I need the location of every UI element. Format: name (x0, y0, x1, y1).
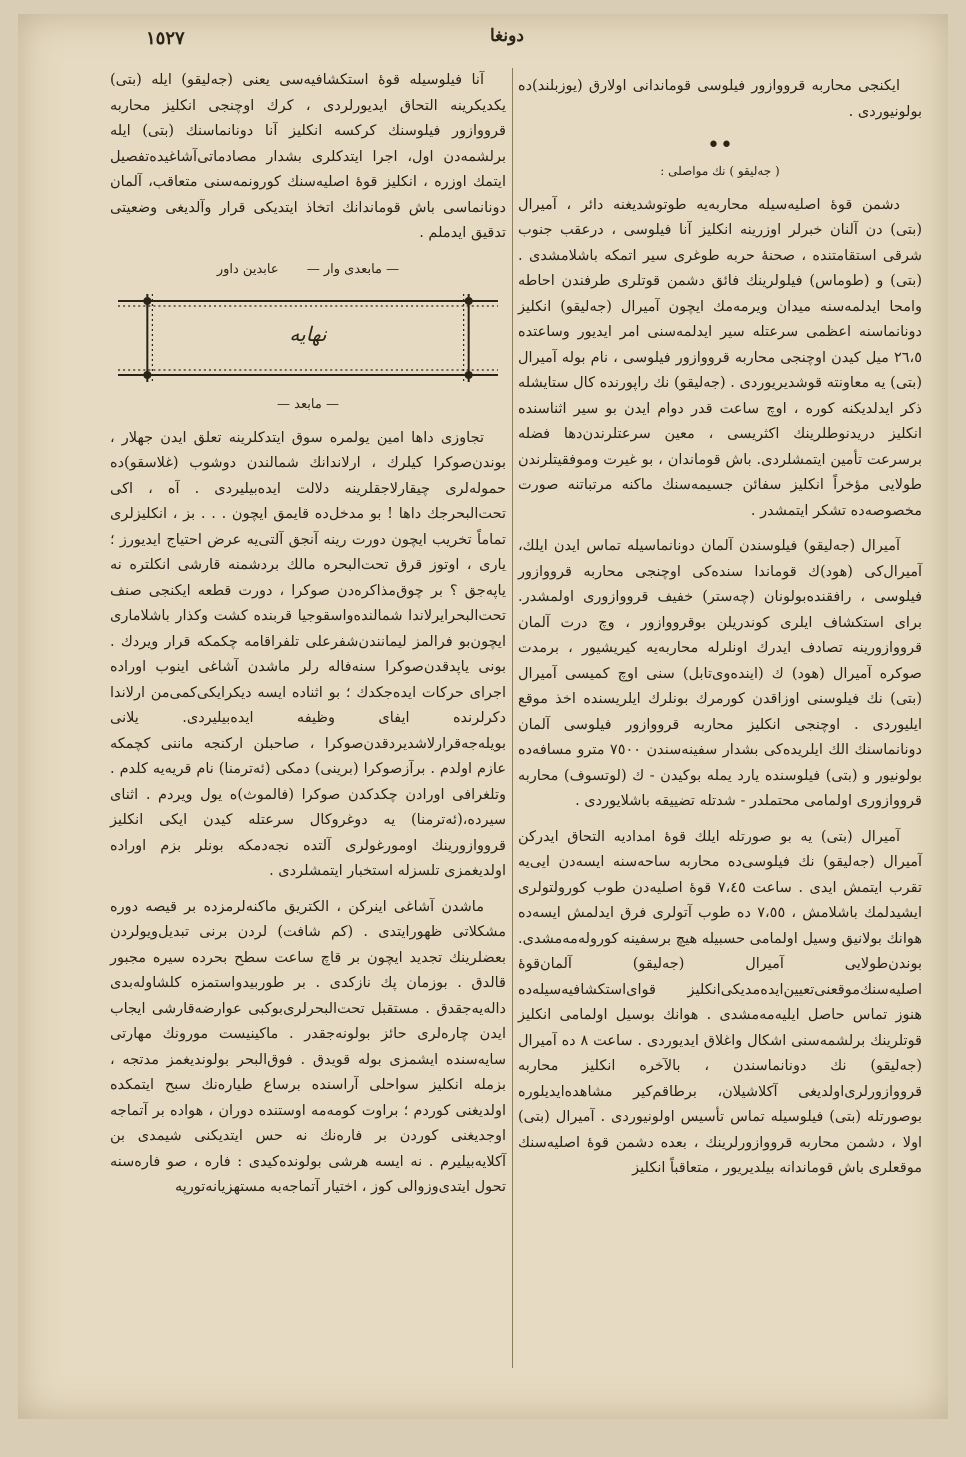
right-column (518, 74, 922, 1192)
page-number: ١٥٢٧ (146, 28, 185, 49)
page-header (18, 22, 948, 56)
paragraph: آمیرال (بتی) یه بو صورتله ایلك قوهٔ امدادیه التحاق ایدرکن آمیرال (جه‌لیقو) نك فیلوسی‌ده محاربه ساحه‌سنه ایسه‌دن ایی‌یه تقرب ایتمش ایدی . ساعت ٧،٤٥ قوهٔ اصلیه‌دن طوب کورولتولری ایشیدلمك باشلامش ، ٧،٥٥ ده طوب آتولری فرق ایدلمش ایسه‌ده هوانك بولانیق وسیل اولمامی حسبیله هیچ برسفینه کوروله‌مه‌مشدی. بوندن‌طولایی آمیرال (جه‌لیقو) آلمان‌قوهٔ اصلیه‌سنك‌موقعنی‌تعیین‌ایده‌مدیکی‌انکلیز قوای‌استکشافیه‌سیله‌ده هنوز تماس حاصل ایلیه‌مه‌مشدی . هوانك بوسیل اولمامی انکلیز قوتلرینك برلشمه‌سنی اشکال واغلاق ایدیوردی . ساعت ٨ ده آمیرال (جه‌لیقو) نك دونانماسندن ، بالآخره انکلیز محاربه قرووازورلری‌اولدیغی آکلاشیلان، برطاقم‌کیر مشاهده‌ایدیلوره‌ بوصورتله (بتی) فیلوسیله تماس تأسیس اولونیوردی . آمیرال (بتی) اولا ، دشمن محاربه قرووازورلرینك ، بعده دشمن قوهٔ اصلیه‌سنك موقعلری باش قوماندانه بیلدیریور ، متعاقباً انکلیز (518, 828, 923, 1176)
paragraph: تجاوزی داها امین یولمره سوق ایتدکلرینه تعلق ایدن جهلار ، بوندن‌صوکرا کیلرك ، ارلاندانك شمالندن دوشوب (غلاسقو)ده حمولەلری چیقارلاجقلرینه دلالت ایده‌بیلیردی . آه ، اکی تحت‌البحرجك داها ! بو مدخل‌ده قایمق ایچون . . . بز ، انکلیزلری تماماً تخریب ایچون دورت رینه آنجق آلتی‌یه عرض احتیاج ایدیورز ؛ یاری ، اوتوز قرق تحت‌البحره مالك بردشمنه قارشی انکلتره نه یاپه‌جق ؟ بر چوق‌مذاکره‌دن صوکرا ، دورت قطعه ایکنجی صنف تحت‌البحرایرلاندا شمالنده‌واسقوجیا قربنده کشت وکذار باشلاماری ایچون‌بو فرالمز لیمانندن‌شفرعلی تلفراقامه چکمکه قرار ویردك . بونی یاپدقدن‌صوکرا سنه‌فاله رلر ماشدن آشاغی اینوب اوراده اجرای حرکات ایده‌جکدك ؛ بو اثناده ایسه دیکرایکی‌کمی‌من ارلاندا دکرلرنده ایفای وظیفه ایده‌بیلیردی. یلانی بویله‌جه‌قرارلاشدیردقدن‌صوکرا ، صاحبلن ارکنجه ماننی کچمکه عازم اولدم . برآزصوکرا (برینی) دمکی (ئه‌ترمنا) نام قریه‌یه کلدم . وتلغرافی اورادن چکدکدن صوکرا (فالموث)ه یول ویردم . اثنای سیرده،(ئه‌ترمنا) یه دوغروکال سرعتله کیدن ایکی انکلیز قرووازورینك اومورغولری آلتده نجه‌دمکه بونلر بزم اوراده اولدیغمزی تلسزله استخبار ایتمشلردی . (110, 429, 506, 879)
running-head: دونغا (490, 26, 524, 46)
ornamental-frame (116, 292, 500, 384)
paragraph: ماشدن آشاغی اینرکن ، الکتریق ماکنه‌لرمزده بر قیصه دوره مشکلاتی ظهورایتدی . (کم شافت) لردن برنی تبدیل‌ویولردن بعضلرینك تجدید ایچون بر قاچ ساعت سطح بحرده سیره مجبور قالدق . بوزمان پك نازکدی . بر طوربیدواستمزه کلشاوله‌بدی داله‌یه‌جقدق . مستقبل تحت‌البحرلری‌بوکبی عوارضه‌قارشی ایجاب ایدن چاره‌لری حائز بولونه‌جقدر . ماکینیست مورونك مهارتی سایه‌سنده ایشمزی بوله قویدق . فوق‌البحر بولوندیغمز مدتجه ، بزمله انکلیز سواحلی آراسنده برساع طیاره‌نك سبح ایتمکده اولدیغنی کوردم ؛ براوت کومه‌مه اوستنده دوران ، هواده بر آتماجه اوجدیغنی کوردن بر فارەنك نه حس ایتدیکنی شیمدی بن آکلایه‌بیلیرم . نه ایسه هرشی بولونده‌کیدی : فاره ، صو فاره‌سنه تحول ایتدی‌وزوالی کوز ، اختیار آتماجه‌به مستهزیانه‌تورپه (110, 898, 506, 1195)
section-subhead: ( جه‌لیقو ) نك مواصلی : (660, 164, 780, 178)
left-column (110, 68, 506, 1211)
signature-line (110, 257, 506, 283)
paragraph: آنا فیلوسیله قوهٔ استکشافیه‌سی یعنی (جه‌لیقو) ایله (بتی) یکدیکرینه التحاق ایدیورلردی ، کرك اوچنجی انکلیز محاربه قرووازور فیلوسنك کرکسه انکلیز آنا دونانماسنك (بتی) ایله برلشمه‌دن اول، اجرا ایتدکلری بشدار مصادماتی‌آشاغیده‌تفصیل ایتمك اوزره ، انکلیز قوهٔ اصلیه‌سنك کورونمه‌سنی متعاقب، آلمان دونانماسی باش قوماندانك اتخاذ ایتدیکی قرار وآلدیغی وضعیتی تدقیق ایدملم . (110, 72, 506, 241)
newspaper-page (18, 14, 948, 1419)
paragraph: آمیرال (جه‌لیقو) فیلوسندن آلمان دونانماسیله تماس ایدن ایلك، آمیرال‌کی (هود)ك قوماندا سنده‌کی اوچنجی محاربه قرووازور فیلوسی ، رافقنده‌بولونان (چه‌ستر) خفیف قرووازوری اولمشدر. برای استکشاف ایلری کوندریلن بوقرووازور ، وچ درت آلمان قرووازورینه تصادف ایدرك اونلرله محاربه‌یه کیریشیور ، برمدت صوکره آمیرال (هود) ك (اینده‌وی‌تابل) سنی اوچ کمیسی آمیرال (بتی) نك فیلوسنی اوزاقدن کورمرك بونلرك ایلریسنده اخذ موقع ایلیوردی . اوچنجی انکلیز محاربه قرووازور فیلوسی آلمان دونانماسنك الك ایلریده‌کی بشدار سفینه‌سندن ٧٥٠٠ مترو مسافه‌ده بولونیور و (بتی) فیلوسنده یارد یمله بوکیدن - ك (لوتسوف) محاربه قرووازوری اولمامی محتملدر - شدتله تضییقه باشلایوردی . (518, 538, 922, 809)
paragraph: دشمن قوهٔ اصلیه‌سیله محاربه‌یه طوتوشدیغنه دائر ، آمیرال (بتی) دن آلنان خبرلر اوزرینه انکلیز آنا فیلوسی ، درعقب جنوب شرقی استقامتنده ، صحنهٔ حربه طوغری سیر اتمکه باشلامشدی . (بتی) و (طوماس) فیلولرینك فائق دشمن قوتلری طرفندن احاطه وامحا ایدلمه‌سنه میدان ویرمه‌مك ایچون آمیرال (جه‌لیقو) انکلیز دونانماسنه اعظمی سرعتله سیر ایدلمه‌سنی امر ایدیور وساعتده ٢٦،٥ میل کیدن اوچنجی محاربه قرووازور فیلوسی ، نام بوله آمیرال (بتی) یه معاونته قوشدیریوردی . (جه‌لیقو) نك راپورنده کال ستایشله ذکر ایدلدیکنه کوره ، اوچ ساعت قدر دوام ایدن بو سیر اثناسنده انکلیز دریدنوطلرینك اکثریسی ، معین سرعتلرندن‌دها فضله برسرعت تأمین ایتمشلردی. باش قوماندان ، بو غیرت وموفقیتلرندن طولایی مؤخراً انکلیز سفائن جسیمه‌سنك ماکنه مرتباتنه صورت مخصوصه‌ده تشکر ایتمشدر . (518, 196, 922, 519)
ornament-caption: نهایه (289, 322, 327, 346)
section-dots: •• (707, 133, 733, 158)
continued-note: — مابعدی وار — (306, 261, 400, 277)
continuation-marker: — مابعد — (277, 397, 339, 412)
author-signature: عابدین داور (216, 261, 279, 277)
column-divider (512, 68, 513, 1368)
paragraph: ایکنجی محاربه قرووازور فیلوسی قوماندانی اولارق (یوزبلند)ده بولونیوردی . (518, 78, 922, 120)
